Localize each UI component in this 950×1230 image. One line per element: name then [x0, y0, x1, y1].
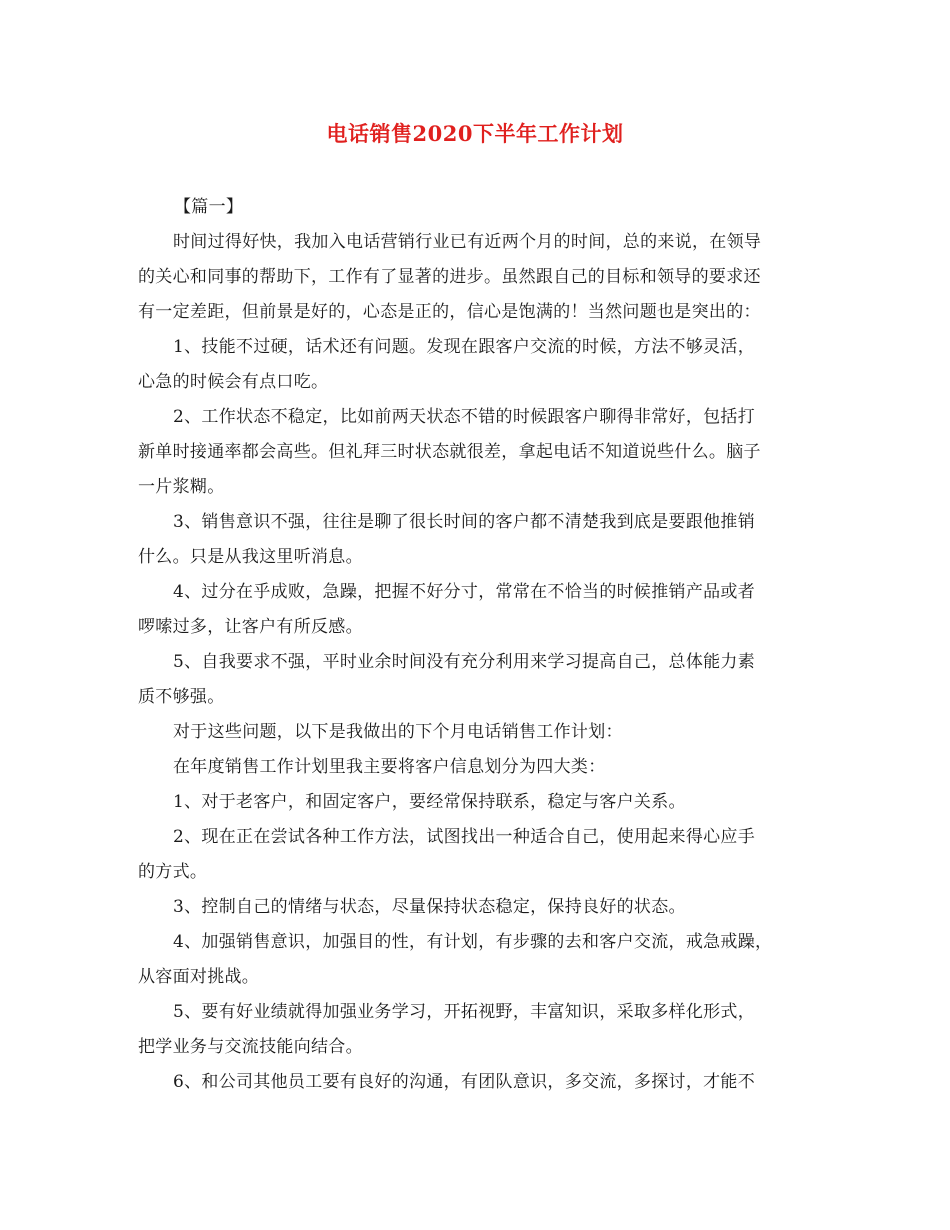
- text-line: 4、加强销售意识，加强目的性，有计划，有步骤的去和客户交流，戒急戒躁，: [173, 932, 773, 952]
- text-line: 1、对于老客户，和固定客户，要经常保持联系，稳定与客户关系。: [173, 792, 686, 812]
- text-line: 5、要有好业绩就得加强业务学习，开拓视野，丰富知识，采取多样化形式，: [173, 1002, 756, 1022]
- text-line: 在年度销售工作计划里我主要将客户信息划分为四大类：: [173, 757, 606, 777]
- text-line: 对于这些问题，以下是我做出的下个月电话销售工作计划：: [173, 722, 623, 742]
- text-line: 从容面对挑战。: [138, 967, 260, 987]
- text-line: 心急的时候会有点口吃。: [138, 372, 329, 392]
- text-line: 2、工作状态不稳定，比如前两天状态不错的时候跟客户聊得非常好，包括打: [173, 407, 756, 427]
- text-line: 4、过分在乎成败，急躁，把握不好分寸，常常在不恰当的时候推销产品或者: [173, 582, 756, 602]
- text-line: 质不够强。: [138, 687, 225, 707]
- paragraph-lines: [138, 225, 818, 1100]
- text-line: 的关心和同事的帮助下，工作有了显著的进步。虽然跟自己的目标和领导的要求还: [138, 267, 761, 287]
- text-line: 啰嗦过多，让客户有所反感。: [138, 617, 363, 637]
- text-line: 新单时接通率都会高些。但礼拜三时状态就很差，拿起电话不知道说些什么。脑子: [138, 442, 761, 462]
- text-line: 什么。只是从我这里听消息。: [138, 547, 363, 567]
- document-body: [138, 190, 818, 1100]
- text-line: 6、和公司其他员工要有良好的沟通，有团队意识，多交流，多探讨，才能不: [173, 1072, 756, 1092]
- text-line: 5、自我要求不强，平时业余时间没有充分利用来学习提高自己，总体能力素: [173, 652, 756, 672]
- text-line: 有一定差距，但前景是好的，心态是正的，信心是饱满的！当然问题也是突出的：: [138, 302, 761, 322]
- text-line: 时间过得好快，我加入电话营销行业已有近两个月的时间，总的来说，在领导: [173, 232, 762, 252]
- document-title: 电话销售2020下半年工作计划: [326, 121, 624, 146]
- text-line: 3、销售意识不强，往往是聊了很长时间的客户都不清楚我到底是要跟他推销: [173, 512, 756, 532]
- text-line: 的方式。: [138, 862, 208, 882]
- text-line: 把学业务与交流技能向结合。: [138, 1037, 363, 1057]
- text-line: 3、控制自己的情绪与状态，尽量保持状态稳定，保持良好的状态。: [173, 897, 686, 917]
- text-line: 一片浆糊。: [138, 477, 225, 497]
- text-line: 2、现在正在尝试各种工作方法，试图找出一种适合自己，使用起来得心应手: [173, 827, 756, 847]
- section-label: 【篇一】: [174, 197, 244, 217]
- text-line: 1、技能不过硬，话术还有问题。发现在跟客户交流的时候，方法不够灵活，: [173, 337, 756, 357]
